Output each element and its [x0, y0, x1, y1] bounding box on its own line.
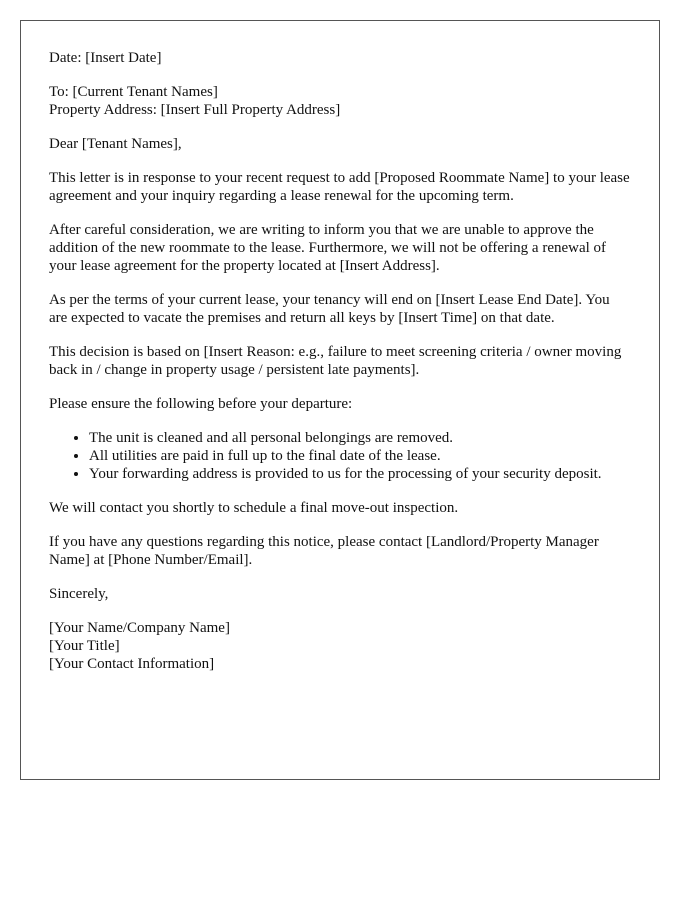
list-item: • Your forwarding address is provided to us for the processing of your security deposit. — [89, 465, 631, 483]
paragraph-request: This letter is in response to your recent request to add [Proposed Roommate Name] to your lease agreement and your inquiry regarding a lease renewal for the upcoming term. — [49, 170, 630, 204]
recipient-block — [49, 83, 631, 119]
paragraph-inspection: We will contact you shortly to schedule a final move-out inspection. — [49, 500, 459, 516]
list-item: • All utilities are paid in full up to the final date of the lease. — [89, 447, 631, 465]
signature-name: [Your Name/Company Name] — [49, 620, 230, 636]
paragraph-tenancy-end: As per the terms of your current lease, your tenancy will end on [Insert Lease End Date]. You are expected to vacate the premises and return all keys by [Insert Time] on that date. — [49, 292, 610, 326]
departure-checklist — [49, 429, 631, 483]
letter-page — [20, 20, 660, 780]
salutation: Dear [Tenant Names], — [49, 136, 182, 152]
property-address-line: Property Address: [Insert Full Property Address] — [49, 102, 341, 118]
recipient-line: To: [Current Tenant Names] — [49, 84, 218, 100]
paragraph-checklist-intro: Please ensure the following before your departure: — [49, 396, 353, 412]
signature-title: [Your Title] — [49, 638, 120, 654]
date-line: Date: [Insert Date] — [49, 50, 162, 66]
paragraph-contact: If you have any questions regarding this notice, please contact [Landlord/Property Manager Name] at [Phone Number/Email]. — [49, 534, 599, 568]
list-item: • The unit is cleaned and all personal belongings are removed. — [89, 429, 631, 447]
paragraph-decision: After careful consideration, we are writing to inform you that we are unable to approve the addition of the new roommate to the lease. Furthermore, we will not be offering a renewal of your lease agreement for the property located at [Insert Address]. — [49, 222, 607, 274]
paragraph-reason: This decision is based on [Insert Reason: e.g., failure to meet screening criteria / owner moving back in / change in property usage / persistent late payments]. — [49, 344, 622, 378]
signature-contact: [Your Contact Information] — [49, 656, 215, 672]
sign-off: Sincerely, — [49, 586, 109, 602]
signature-block — [49, 619, 631, 673]
